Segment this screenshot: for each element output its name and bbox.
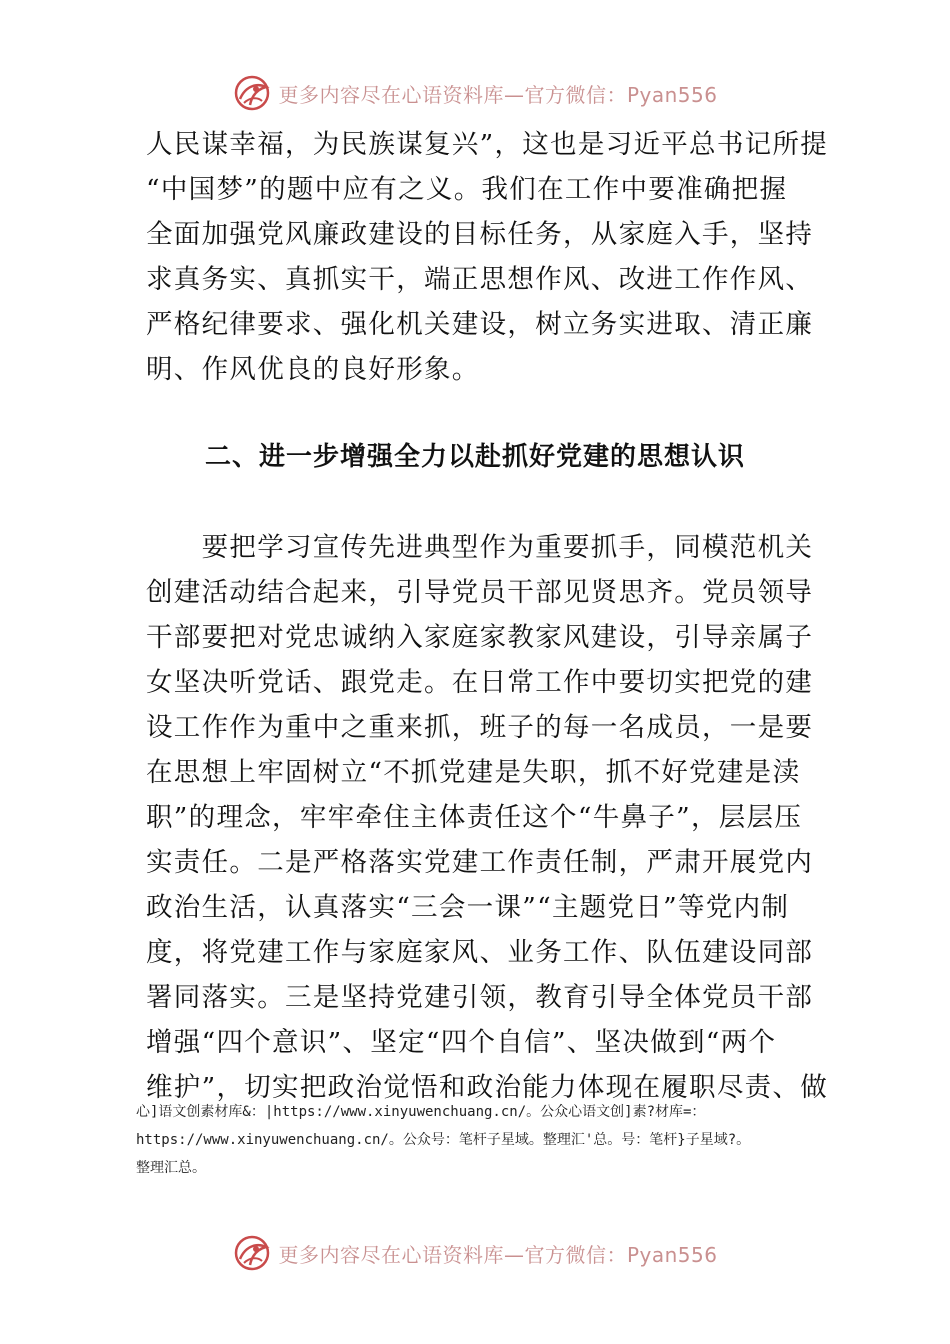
paragraph-line: 实责任。二是严格落实党建工作责任制，严肃开展党内 <box>146 847 814 878</box>
paragraph-line: 创建活动结合起来，引导党员干部见贤思齐。党员领导 <box>146 577 814 608</box>
paragraph-line: 女坚决听党话、跟党走。在日常工作中要切实把党的建 <box>146 667 814 698</box>
paragraph-line: 干部要把对党忠诚纳入家庭家教家风建设，引导亲属子 <box>146 622 814 653</box>
paragraph-line: 全面加强党风廉政建设的目标任务，从家庭入手，坚持 <box>146 219 814 250</box>
paragraph-1 <box>146 122 829 392</box>
paragraph-2 <box>146 525 829 1110</box>
paragraph-line: 人民谋幸福，为民族谋复兴”，这也是习近平总书记所提 <box>146 129 829 160</box>
paragraph-line: 设工作作为重中之重来抓，班子的每一名成员，一是要 <box>146 712 814 743</box>
footnote-line: https://www.xinyuwenchuang.cn/。公众号：笔杆子星域。整理汇'总。号：笔杆}子星域?。 <box>136 1132 751 1148</box>
banner-text: 更多内容尽在心语资料库—官方微信：Pyan556 <box>278 82 718 107</box>
paragraph-line: 职”的理念，牢牢牵住主体责任这个“牛鼻子”，层层压 <box>146 802 803 833</box>
footnote-line: 心]语文创素材库&：|https://www.xinyuwenchuang.cn/。公众心语文创]素?材库=： <box>136 1104 706 1120</box>
paragraph-line: 求真务实、真抓实干，端正思想作风、改进工作作风、 <box>146 264 814 295</box>
flower-logo-icon <box>232 1233 272 1273</box>
paragraph-line: 要把学习宣传先进典型作为重要抓手，同模范机关 <box>146 532 814 563</box>
footnote <box>136 1098 856 1182</box>
bottom-banner <box>0 1228 950 1278</box>
paragraph-line: 在思想上牢固树立“不抓党建是失职，抓不好党建是渎 <box>146 757 801 788</box>
top-banner <box>0 68 950 118</box>
paragraph-line: “中国梦”的题中应有之义。我们在工作中要准确把握 <box>146 174 788 205</box>
paragraph-line: 署同落实。三是坚持党建引领，教育引导全体党员干部 <box>146 982 814 1013</box>
section-heading: 二、进一步增强全力以赴抓好党建的思想认识 <box>204 442 745 472</box>
flower-logo-icon <box>232 73 272 113</box>
paragraph-line: 政治生活，认真落实“三会一课”“主题党日”等党内制 <box>146 892 790 923</box>
paragraph-line: 明、作风优良的良好形象。 <box>146 354 480 385</box>
paragraph-line: 增强“四个意识”、坚定“四个自信”、坚决做到“两个 <box>146 1027 777 1058</box>
paragraph-line: 度，将党建工作与家庭家风、业务工作、队伍建设同部 <box>146 937 814 968</box>
banner-text: 更多内容尽在心语资料库—官方微信：Pyan556 <box>278 1242 718 1267</box>
footnote-line: 整理汇总。 <box>136 1160 206 1176</box>
paragraph-line: 严格纪律要求、强化机关建设，树立务实进取、清正廉 <box>146 309 814 340</box>
paragraph-line: 维护”，切实把政治觉悟和政治能力体现在履职尽责、做 <box>146 1072 829 1103</box>
